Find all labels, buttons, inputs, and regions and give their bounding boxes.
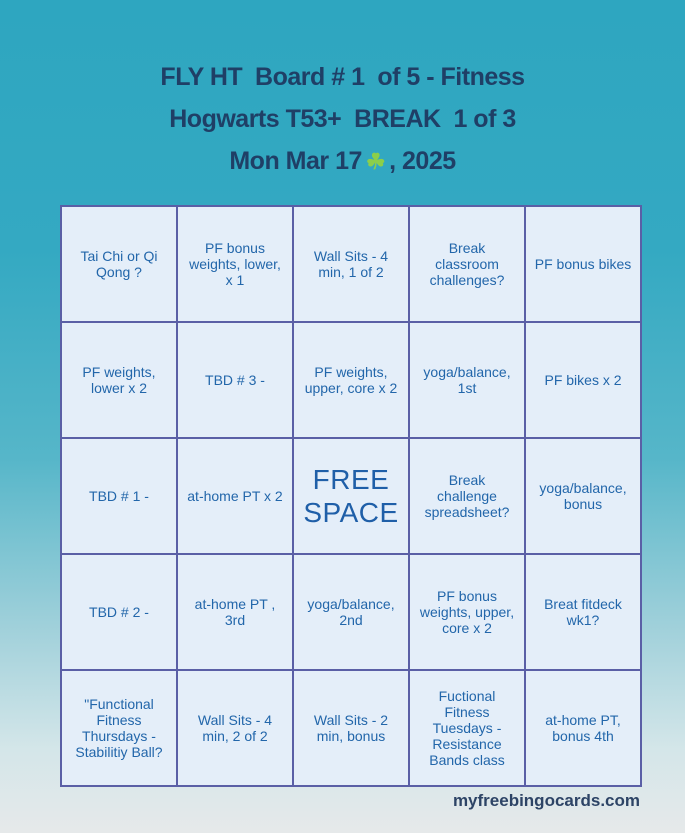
bingo-cell[interactable]: at-home PT x 2: [178, 439, 292, 553]
bingo-cell[interactable]: PF bonus weights, upper, core x 2: [410, 555, 524, 669]
bingo-cell[interactable]: at-home PT, bonus 4th: [526, 671, 640, 785]
bingo-cell[interactable]: Wall Sits - 2 min, bonus: [294, 671, 408, 785]
bingo-cell[interactable]: yoga/balance, 1st: [410, 323, 524, 437]
title-line-3: [0, 140, 685, 183]
free-space-cell[interactable]: FREE SPACE: [294, 439, 408, 553]
bingo-cell[interactable]: PF bonus bikes: [526, 207, 640, 321]
title-line-1: FLY HT Board # 1 of 5 - Fitness: [160, 63, 525, 91]
title-date: Mon Mar 17: [229, 147, 362, 175]
bingo-cell[interactable]: TBD # 2 -: [62, 555, 176, 669]
bingo-cell[interactable]: Tai Chi or Qi Qong ?: [62, 207, 176, 321]
bingo-cell[interactable]: Break challenge spreadsheet?: [410, 439, 524, 553]
bingo-grid: [60, 205, 642, 787]
title-year: , 2025: [389, 147, 456, 175]
bingo-cell[interactable]: Break classroom challenges?: [410, 207, 524, 321]
bingo-cell[interactable]: TBD # 1 -: [62, 439, 176, 553]
bingo-cell[interactable]: PF weights, lower x 2: [62, 323, 176, 437]
bingo-cell[interactable]: yoga/balance, 2nd: [294, 555, 408, 669]
bingo-cell[interactable]: at-home PT , 3rd: [178, 555, 292, 669]
bingo-cell[interactable]: Wall Sits - 4 min, 1 of 2: [294, 207, 408, 321]
bingo-cell[interactable]: Breat fitdeck wk1?: [526, 555, 640, 669]
footer-site-link[interactable]: myfreebingocards.com: [452, 791, 640, 810]
bingo-cell[interactable]: PF weights, upper, core x 2: [294, 323, 408, 437]
page-title: [0, 56, 685, 183]
bingo-cell[interactable]: yoga/balance, bonus: [526, 439, 640, 553]
title-line-2: Hogwarts T53+ BREAK 1 of 3: [169, 105, 516, 133]
shamrock-icon: ☘: [365, 149, 386, 174]
bingo-cell[interactable]: Fuctional Fitness Tuesdays - Resistance Bands class: [410, 671, 524, 785]
bingo-cell[interactable]: Wall Sits - 4 min, 2 of 2: [178, 671, 292, 785]
bingo-cell[interactable]: TBD # 3 -: [178, 323, 292, 437]
bingo-cell[interactable]: PF bikes x 2: [526, 323, 640, 437]
bingo-cell[interactable]: "Functional Fitness Thursdays - Stabilitiy Ball?: [62, 671, 176, 785]
bingo-cell[interactable]: PF bonus weights, lower, x 1: [178, 207, 292, 321]
